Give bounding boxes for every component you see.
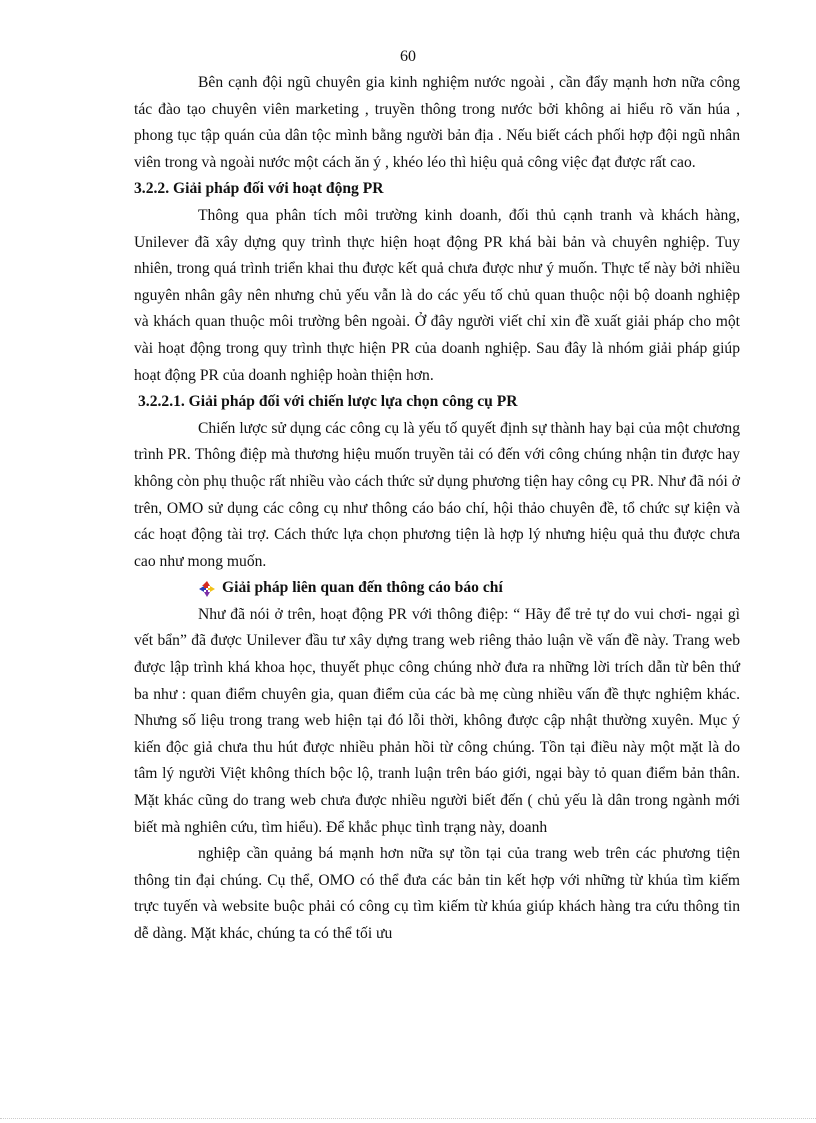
bullet-heading-text: Giải pháp liên quan đến thông cáo báo chí	[222, 579, 503, 597]
paragraph-intro: Bên cạnh đội ngũ chuyên gia kinh nghiệm nước ngoài , cần đẩy mạnh hơn nữa công tác đào tạo chuyên viên marketing , truyền thông trong nước bởi không ai hiểu rõ văn húa , phong tục tập quán của dân tộc mình bằng người bản địa . Nếu biết cách phối hợp đội ngũ nhân viên trong và ngoài nước một cách ăn ý , khéo léo thì hiệu quả công việc đạt được rất cao.	[134, 74, 740, 171]
arrow-cross-bullet-icon	[198, 580, 216, 598]
paragraph-website: Như đã nói ở trên, hoạt động PR với thông điệp: “ Hãy để trẻ tự do vui chơi- ngại gì vết bẩn” đã được Unilever đầu tư xây dựng trang web riêng thảo luận về vấn đề này. Trang web được lập trình khá khoa học, thuyết phục công chúng nhờ đưa ra những lời trích dẫn từ bên thứ ba như : quan điểm chuyên gia, quan điểm của các bà mẹ cùng nhiều vấn đề thực nghiệm khác. Nhưng số liệu trong trang web hiện tại đó lỗi thời, không được cập nhật thường xuyên. Mục ý kiến độc giả chưa thu hút được nhiều phản hồi từ công chúng. Tồn tại điều này một mặt là do tâm lý người Việt không thích bộc lộ, tranh luận trên báo giới, ngại bày tỏ quan điểm bản thân. Mặt khác cũng do trang web chưa được nhiều người biết đến ( chủ yếu là dân trong ngành mới biết mà nghiên cứu, tìm hiểu). Để khắc phục tình trạng này, doanh	[134, 605, 740, 836]
section-heading-3-2-2: 3.2.2. Giải pháp đối với hoạt động PR	[134, 180, 384, 198]
paragraph-promotion: nghiệp cần quảng bá mạnh hơn nữa sự tồn tại của trang web trên các phương tiện thông tin đại chúng. Cụ thể, OMO có thể đưa các bản tin kết hợp với những từ khúa tìm kiếm trực tuyến và website buộc phải có công cụ tìm kiếm từ khúa giúp khách hàng tra cứu thông tin dễ dàng. Mặt khác, chúng ta có thể tối ưu	[134, 845, 740, 942]
bullet-heading-press-release	[198, 575, 740, 602]
page-bottom-divider	[0, 1118, 816, 1119]
page-content	[134, 70, 740, 948]
section-heading-3-2-2-1: 3.2.2.1. Giải pháp đối với chiến lược lựa chọn công cụ PR	[138, 393, 518, 411]
paragraph-pr-tools: Chiến lược sử dụng các công cụ là yếu tố quyết định sự thành hay bại của một chương trình PR. Thông điệp mà thương hiệu muốn truyền tải có đến với công chúng nhận tin được hay không còn phụ thuộc rất nhiều vào cách thức sử dụng phương tiện hay công cụ PR. Như đã nói ở trên, OMO sử dụng các công cụ như thông cáo báo chí, hội thảo chuyên đề, tổ chức sự kiện và các hoạt động tài trợ. Cách thức lựa chọn phương tiện là hợp lý nhưng hiệu quả thu được chưa cao như mong muốn.	[134, 419, 740, 570]
paragraph-pr-overview: Thông qua phân tích môi trường kinh doanh, đối thủ cạnh tranh và khách hàng, Unilever đã xây dựng quy trình thực hiện hoạt động PR khá bài bản và chuyên nghiệp. Tuy nhiên, trong quá trình triển khai thu được kết quả chưa được như ý muốn. Thực tế này bởi nhiều nguyên nhân gây nên nhưng chủ yếu vẫn là do các yếu tố chủ quan thuộc nội bộ doanh nghiệp và khách quan thuộc môi trường bên ngoài. Ở đây người viết chỉ xin đề xuất giải pháp cho một vài hoạt động trong quy trình thực hiện PR của doanh nghiệp. Sau đây là nhóm giải pháp giúp hoạt động PR của doanh nghiệp hoàn thiện hơn.	[134, 206, 740, 384]
page-number: 60	[400, 48, 416, 65]
